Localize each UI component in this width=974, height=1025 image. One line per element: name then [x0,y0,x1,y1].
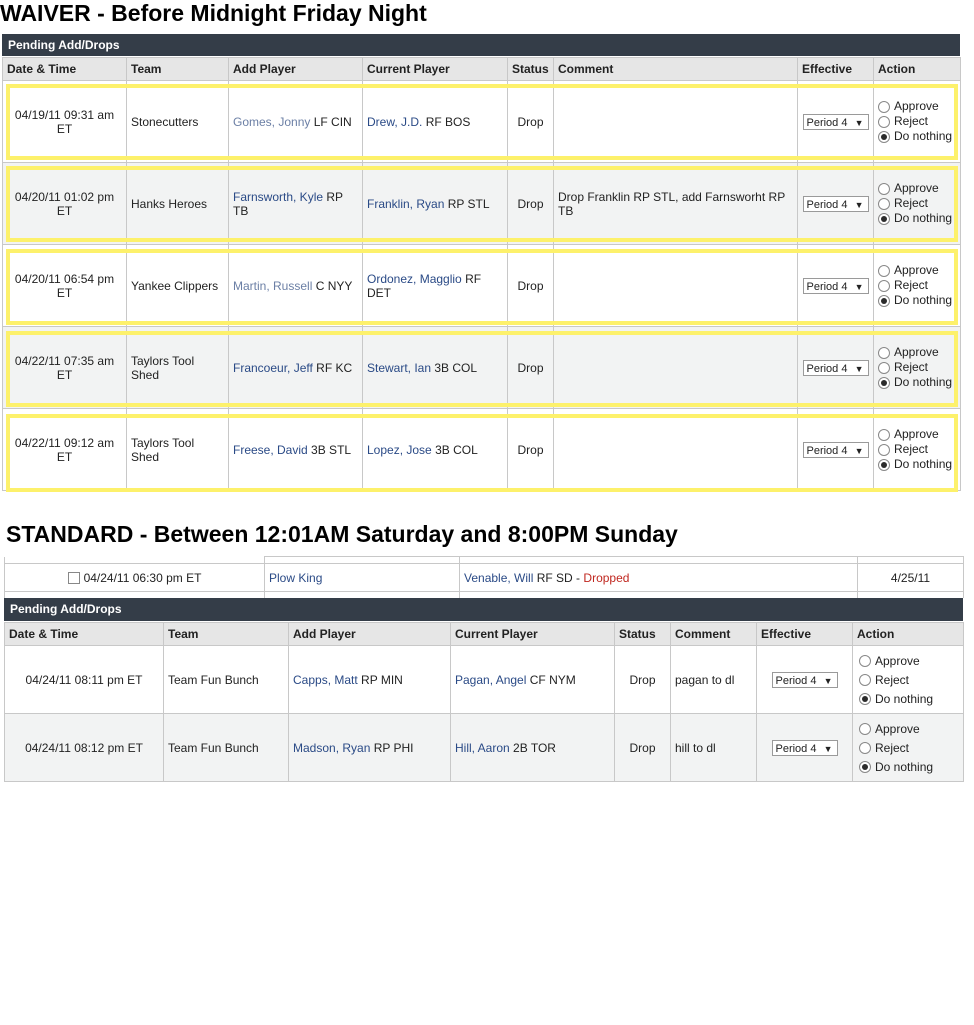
radio-label: Approve [894,427,939,441]
radio-button[interactable] [878,429,890,441]
action-cell [874,163,961,245]
column-header: Action [853,623,964,646]
action-cell [853,714,964,782]
prior-player-pos: RF SD - [536,570,581,585]
status-cell: Drop [508,163,554,245]
current-player-link[interactable]: Stewart, Ian [367,360,432,375]
comment-cell [554,245,798,327]
effective-select-value: Period 4 [775,674,817,687]
column-header: Date & Time [5,623,164,646]
effective-cell [798,245,874,327]
add-player-pos: RF KC [316,360,353,375]
radio-label: Do nothing [875,759,934,774]
radio-button[interactable] [878,116,890,128]
add-player-link[interactable]: Madson, Ryan [293,740,371,755]
comment-cell: Drop Franklin RP STL, add Farnsworht RP TB [554,163,798,245]
comment-cell [554,327,798,409]
select-checkbox[interactable] [68,572,80,584]
standard-heading: STANDARD - Between 12:01AM Saturday and 8:00PM Sunday [6,521,678,547]
prior-team-link[interactable]: Plow King [269,570,323,585]
comment-cell: hill to dl [671,714,757,782]
radio-label: Reject [894,442,929,456]
radio-button[interactable] [878,347,890,359]
action-radio-option[interactable] [878,263,956,278]
add-player-pos: RP MIN [361,672,403,687]
radio-button[interactable] [859,742,871,754]
radio-label: Reject [894,360,929,374]
table-row [3,245,961,327]
effective-select-value: Period 4 [775,742,817,755]
column-header: Date & Time [3,58,127,81]
chevron-down-icon: ▼ [854,363,864,374]
current-player-pos: CF NYM [529,672,576,687]
action-radio-option[interactable] [878,278,956,293]
add-player-cell [229,163,363,245]
radio-button[interactable] [859,674,871,686]
column-header: Effective [757,623,853,646]
current-player-pos: 3B COL [434,360,478,375]
comment-cell [554,81,798,163]
action-radio-option[interactable] [878,427,956,442]
prior-player-link[interactable]: Venable, Will [464,570,534,585]
column-header: Comment [554,58,798,81]
column-header: Add Player [229,58,363,81]
add-player-link[interactable]: Martin, Russell [233,278,313,293]
effective-select-value: Period 4 [806,362,848,375]
status-cell: Drop [615,714,671,782]
effective-select-value: Period 4 [806,444,848,457]
team-cell: Yankee Clippers [127,245,229,327]
add-player-pos: RP PHI [373,740,414,755]
effective-select[interactable] [803,278,869,294]
column-header: Team [164,623,289,646]
radio-label: Reject [875,672,910,687]
radio-button[interactable] [878,459,890,471]
current-player-link[interactable]: Ordonez, Magglio [367,271,462,286]
current-player-pos: RF BOS [425,114,471,129]
add-player-cell [229,81,363,163]
current-player-cell [451,714,615,782]
current-player-cell [451,646,615,714]
radio-label: Reject [894,278,929,292]
radio-button[interactable] [878,377,890,389]
action-radio-option[interactable] [878,129,956,144]
current-player-pos: RP STL [447,196,490,211]
add-player-pos: RP TB [233,189,343,218]
effective-cell [757,714,853,782]
effective-select[interactable] [803,114,869,130]
column-header: Comment [671,623,757,646]
current-player-pos: RF DET [367,271,482,300]
radio-button[interactable] [878,198,890,210]
prior-transactions-table [4,556,964,598]
column-header: Action [874,58,961,81]
add-player-cell [289,714,451,782]
waiver-panel-title: Pending Add/Drops [2,34,960,56]
action-cell [874,409,961,491]
prior-date: 04/24/11 06:30 pm ET [83,570,202,585]
current-player-link[interactable]: Lopez, Jose [367,442,432,457]
status-cell: Drop [615,646,671,714]
add-player-cell [229,245,363,327]
radio-button[interactable] [859,723,871,735]
current-player-link[interactable]: Pagan, Angel [455,672,527,687]
table-row [5,714,964,782]
radio-button[interactable] [878,131,890,143]
effective-select-value: Period 4 [806,198,848,211]
date-time-cell: 04/22/11 09:12 am ET [3,409,127,491]
column-header: Effective [798,58,874,81]
team-cell: Taylors Tool Shed [127,409,229,491]
current-player-cell [363,81,508,163]
radio-label: Do nothing [894,129,953,143]
action-radio-option[interactable] [859,738,957,757]
column-header: Add Player [289,623,451,646]
radio-button[interactable] [878,265,890,277]
action-cell [853,646,964,714]
effective-cell [757,646,853,714]
radio-label: Approve [894,99,939,113]
waiver-heading: WAIVER - Before Midnight Friday Night [0,0,427,26]
add-player-pos: C NYY [315,278,353,293]
status-cell: Drop [508,81,554,163]
radio-label: Approve [875,721,920,736]
team-cell: Stonecutters [127,81,229,163]
current-player-cell [363,245,508,327]
effective-select-value: Period 4 [806,116,848,129]
radio-button[interactable] [878,444,890,456]
table-row [3,81,961,163]
action-cell [874,81,961,163]
add-player-link[interactable]: Freese, David [233,442,308,457]
action-radio-option[interactable] [878,181,956,196]
add-player-link[interactable]: Farnsworth, Kyle [233,189,324,204]
date-time-cell: 04/24/11 08:12 pm ET [5,714,164,782]
radio-button[interactable] [878,362,890,374]
effective-select-value: Period 4 [806,280,848,293]
effective-select[interactable] [772,672,838,688]
team-cell: Team Fun Bunch [164,714,289,782]
waiver-table [2,57,961,491]
date-time-cell: 04/24/11 08:11 pm ET [5,646,164,714]
radio-button[interactable] [878,183,890,195]
current-player-pos: 2B TOR [513,740,556,755]
radio-button[interactable] [859,655,871,667]
add-player-cell [229,409,363,491]
status-cell: Drop [508,327,554,409]
current-player-link[interactable]: Hill, Aaron [455,740,510,755]
chevron-down-icon: ▼ [823,743,833,754]
comment-cell: pagan to dl [671,646,757,714]
add-player-pos: 3B STL [311,442,352,457]
action-radio-option[interactable] [878,345,956,360]
date-time-cell: 04/20/11 01:02 pm ET [3,163,127,245]
column-header: Team [127,58,229,81]
status-cell: Drop [508,245,554,327]
effective-cell [798,327,874,409]
column-header: Current Player [363,58,508,81]
current-player-link[interactable]: Drew, J.D. [367,114,423,129]
radio-label: Approve [894,345,939,359]
radio-button[interactable] [878,101,890,113]
action-radio-option[interactable] [878,114,956,129]
add-player-link[interactable]: Gomes, Jonny [233,114,311,129]
radio-label: Reject [894,114,929,128]
chevron-down-icon: ▼ [854,281,864,292]
action-radio-option[interactable] [859,670,957,689]
effective-select[interactable] [803,442,869,458]
chevron-down-icon: ▼ [854,199,864,210]
action-radio-option[interactable] [878,442,956,457]
add-player-link[interactable]: Francoeur, Jeff [233,360,313,375]
table-row [3,409,961,491]
radio-label: Reject [894,196,929,210]
radio-label: Do nothing [894,375,953,389]
action-radio-option[interactable] [878,196,956,211]
effective-select[interactable] [803,196,869,212]
action-radio-option[interactable] [878,360,956,375]
action-cell [874,245,961,327]
standard-panel-title: Pending Add/Drops [4,598,963,621]
action-radio-option[interactable] [878,293,956,308]
action-radio-option[interactable] [859,651,957,670]
current-player-cell [363,327,508,409]
effective-select[interactable] [803,360,869,376]
radio-label: Do nothing [894,293,953,307]
column-header: Status [508,58,554,81]
team-cell: Taylors Tool Shed [127,327,229,409]
effective-select[interactable] [772,740,838,756]
action-radio-option[interactable] [878,375,956,390]
add-player-cell [229,327,363,409]
action-cell [874,327,961,409]
radio-label: Do nothing [875,691,934,706]
radio-button[interactable] [859,761,871,773]
current-player-link[interactable]: Franklin, Ryan [367,196,445,211]
radio-button[interactable] [878,295,890,307]
column-header: Current Player [451,623,615,646]
prior-date2: 4/25/11 [858,564,964,592]
radio-label: Approve [894,181,939,195]
radio-label: Do nothing [894,211,953,225]
table-row [3,163,961,245]
team-cell: Hanks Heroes [127,163,229,245]
effective-cell [798,163,874,245]
radio-button[interactable] [859,693,871,705]
standard-table [4,622,964,782]
status-cell: Drop [508,409,554,491]
chevron-down-icon: ▼ [823,675,833,686]
date-time-cell: 04/22/11 07:35 am ET [3,327,127,409]
effective-cell [798,81,874,163]
current-player-cell [363,163,508,245]
date-time-cell: 04/20/11 06:54 pm ET [3,245,127,327]
action-radio-option[interactable] [878,457,956,472]
chevron-down-icon: ▼ [854,445,864,456]
table-row [3,327,961,409]
add-player-pos: LF CIN [313,114,352,129]
action-radio-option[interactable] [878,211,956,226]
radio-label: Approve [875,653,920,668]
table-row [5,646,964,714]
current-player-pos: 3B COL [435,442,478,457]
comment-cell [554,409,798,491]
action-radio-option[interactable] [859,689,957,708]
radio-label: Reject [875,740,910,755]
action-radio-option[interactable] [859,757,957,776]
date-time-cell: 04/19/11 09:31 am ET [3,81,127,163]
action-radio-option[interactable] [878,99,956,114]
radio-label: Approve [894,263,939,277]
prior-player-status: Dropped [583,570,630,585]
effective-cell [798,409,874,491]
prior-row [5,564,964,592]
radio-button[interactable] [878,213,890,225]
current-player-cell [363,409,508,491]
add-player-cell [289,646,451,714]
team-cell: Team Fun Bunch [164,646,289,714]
action-radio-option[interactable] [859,719,957,738]
add-player-link[interactable]: Capps, Matt [293,672,358,687]
column-header: Status [615,623,671,646]
radio-button[interactable] [878,280,890,292]
chevron-down-icon: ▼ [854,117,864,128]
radio-label: Do nothing [894,457,953,471]
